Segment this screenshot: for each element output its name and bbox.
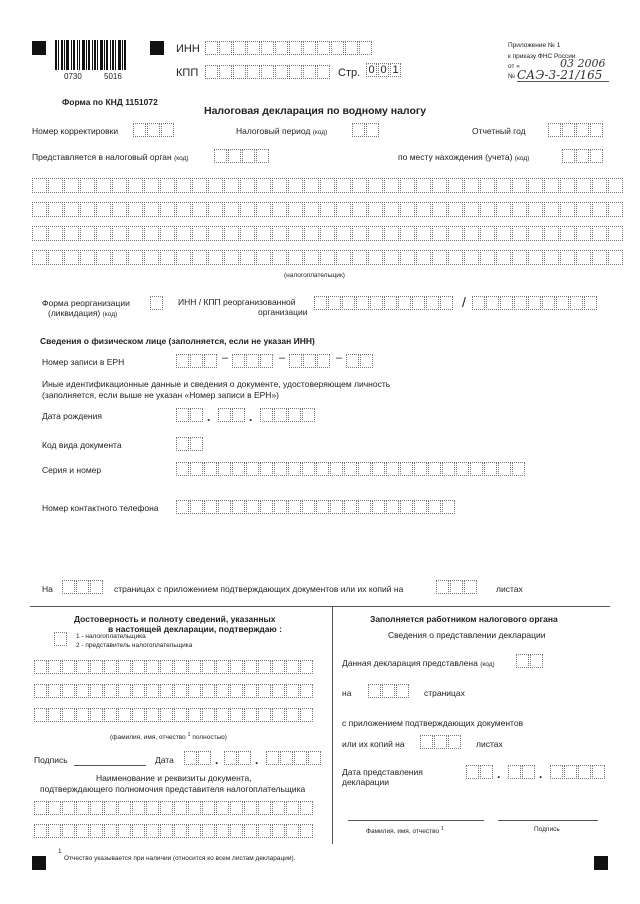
corner-marker-bottom-left [32,856,46,870]
taxpayer-caption: (налогоплательщик) [284,272,345,279]
officer-footnote-mark: 1 [440,826,444,832]
section-divider [30,606,610,607]
sign-date-dot-2: . [255,753,259,767]
authority-code-caption: (код) [174,155,189,162]
date-label: Дата [155,755,174,765]
signer-name-caption-tail: полностью) [192,734,227,742]
submission-dot-2: . [539,767,543,781]
submission-date-label-1: Дата представления [342,767,423,777]
corner-marker-top-left [32,41,46,55]
form-title: Налоговая декларация по водному налогу [204,105,427,117]
dob-dot-1: . [207,410,211,424]
sign-date-month-field[interactable] [224,751,252,765]
dob-month-field[interactable] [218,408,246,422]
period-field[interactable] [352,123,380,137]
officer-fio-label-text: Фамилия, имя, отчество [366,828,440,836]
year-label: Отчетный год [472,126,526,136]
submitted-code-field[interactable] [516,654,544,668]
location-field[interactable] [562,149,604,163]
submitted-code-caption: (код) [480,661,495,668]
sign-date-day-field[interactable] [184,751,212,765]
form-code: Форма по КНД 1151072 [62,97,158,107]
taxpayer-name-row-3[interactable] [32,226,624,241]
doc-heading-1: Наименование и реквизиты документа, [96,773,252,783]
corner-marker-bottom-right [594,856,608,870]
dob-label: Дата рождения [42,411,102,421]
reorg-code-caption: (код) [102,311,118,318]
pages-count-field[interactable] [62,580,104,594]
taxpayer-name-row-2[interactable] [32,202,624,217]
inn-label: ИНН [176,43,200,55]
right-pages-field[interactable] [368,684,410,698]
correction-label: Номер корректировки [32,126,119,136]
doc-row-2[interactable] [34,824,314,838]
submission-month-field[interactable] [508,765,536,779]
ern-field-3[interactable] [289,354,331,368]
location-code-caption: (код) [514,155,530,162]
pages-text: страницах с приложением подтверждающих документов или их копий на [114,584,404,594]
appendix-handwritten-no: САЭ-3-21/165 [517,68,603,82]
series-label: Серия и номер [42,465,102,475]
submitted-label [342,658,495,668]
sign-date-year-field[interactable] [266,751,322,765]
location-label-text: по месту нахождения (учета) [398,152,513,162]
other-id-line-2: (заполняется, если выше не указан «Номер записи в ЕРН») [42,390,280,400]
confirm-type-field[interactable] [54,632,68,646]
dob-year-field[interactable] [260,408,316,422]
sign-date-dot-1: . [215,753,219,767]
officer-sign-line[interactable] [498,820,598,821]
doc-row-1[interactable] [34,801,314,815]
submission-dot-1: . [497,767,501,781]
barcode-number-right: 5016 [104,72,122,81]
ern-field-2[interactable] [232,354,274,368]
corner-marker-top-right [150,41,164,55]
submission-day-field[interactable] [466,765,494,779]
attached-line-2: или их копий на [342,739,405,749]
correction-field[interactable] [133,123,175,137]
column-divider [332,606,333,844]
sheets-label: листах [496,584,523,594]
kpp-field[interactable] [205,65,331,79]
page-label: Стр. [338,67,361,79]
reorg-inn-field[interactable] [314,296,454,310]
page-digit: 1 [390,63,401,77]
reorg-inn-label-1: ИНН / КПП реорганизованной [178,297,296,307]
right-pages-label: страницах [424,688,465,698]
doc-code-label: Код вида документа [42,440,122,450]
page-number [366,63,402,77]
reorg-label-2-text: (ликвидация) [48,308,101,318]
dob-dot-2: . [249,410,253,424]
taxpayer-name-row-1[interactable] [32,178,624,193]
reorg-field[interactable] [150,296,164,310]
appendix-no: № [508,73,515,80]
officer-fio-label [366,826,444,835]
confirm-heading-2: в настоящей декларации, подтверждаю : [108,624,282,634]
ern-dash-3: – [336,352,343,364]
tax-officer-heading: Заполняется работником налогового органа [370,614,558,624]
barcode [55,40,143,70]
inn-field[interactable] [205,41,373,55]
barcode-number-left: 0730 [64,72,82,81]
phone-field[interactable] [176,500,456,514]
signer-name-caption [110,732,227,741]
officer-sign-label: Подпись [534,826,560,833]
appendix-line-1: Приложение № 1 [508,42,561,49]
sheets-count-field[interactable] [436,580,478,594]
ern-label: Номер записи в ЕРН [42,357,125,367]
location-label [398,152,529,162]
confirm-heading-1: Достоверность и полноту сведений, указанных [74,614,276,624]
ern-dash-2: – [279,352,286,364]
page-digit: 0 [378,63,389,77]
authority-label-text: Представляется в налоговый орган [32,152,172,162]
signer-name-caption-text: (фамилия, имя, отчество [110,734,186,742]
period-label [236,126,327,136]
signer-footnote-mark: 1 [187,732,191,738]
attached-line-1: с приложением подтверждающих документов [342,718,524,728]
doc-heading-2: подтверждающего полномочия представителя налогоплательщика [40,784,306,794]
individual-heading: Сведения о физическом лице (заполняется, если не указан ИНН) [40,336,315,346]
authority-label [32,152,189,162]
appendix-underline [517,81,609,82]
sign-line[interactable] [74,765,146,766]
doc-code-field[interactable] [176,437,204,451]
submitted-label-text: Данная декларация представлена [342,658,478,668]
signer-name-row-3[interactable] [34,708,314,722]
submission-date-label-2: декларации [342,777,390,787]
kpp-label: КПП [176,67,199,79]
taxpayer-name-row-4[interactable] [32,250,624,265]
confirm-opt-1: 1 - налогоплательщика [76,633,146,640]
page-digit: 0 [366,63,377,77]
pages-on-label: На [42,584,53,594]
reorg-kpp-field[interactable] [472,296,598,310]
ern-field-1[interactable] [176,354,218,368]
tax-officer-subheading: Сведения о представлении декларации [388,630,546,640]
authority-field[interactable] [214,149,270,163]
ern-dash-1: – [222,352,229,364]
appendix-line-3: от « [508,63,520,70]
year-field[interactable] [548,123,604,137]
other-id-line-1: Иные идентификационные данные и сведения о документе, удостоверяющем личность [42,379,391,389]
right-on-label: на [342,688,352,698]
period-label-text: Налоговый период [236,126,311,136]
period-code-caption: (код) [312,129,328,136]
reorg-inn-label-2: организации [258,307,308,317]
sign-label: Подпись [34,755,68,765]
phone-label: Номер контактного телефона [42,503,159,513]
appendix-line-2: к приказу ФНС России [508,53,576,60]
submission-year-field[interactable] [550,765,606,779]
reorg-label-2 [48,308,117,318]
right-sheets-field[interactable] [420,735,462,749]
reorg-label-1: Форма реорганизации [42,298,130,308]
footer-note: Отчество указывается при наличии (относится ко всем листам декларации). [64,855,296,862]
appendix-handwritten-date: 03 2006 [560,57,606,70]
signer-name-row-1[interactable] [34,660,314,674]
confirm-opt-2: 2 - представитель налогоплательщика [76,642,193,649]
ern-field-4[interactable] [346,354,374,368]
footer-mark: 1 [58,848,62,855]
reorg-slash: / [462,294,466,310]
series-field[interactable] [176,462,526,476]
dob-day-field[interactable] [176,408,204,422]
right-sheets-label: листах [476,739,503,749]
officer-fio-line[interactable] [348,820,484,821]
signer-name-row-2[interactable] [34,684,314,698]
